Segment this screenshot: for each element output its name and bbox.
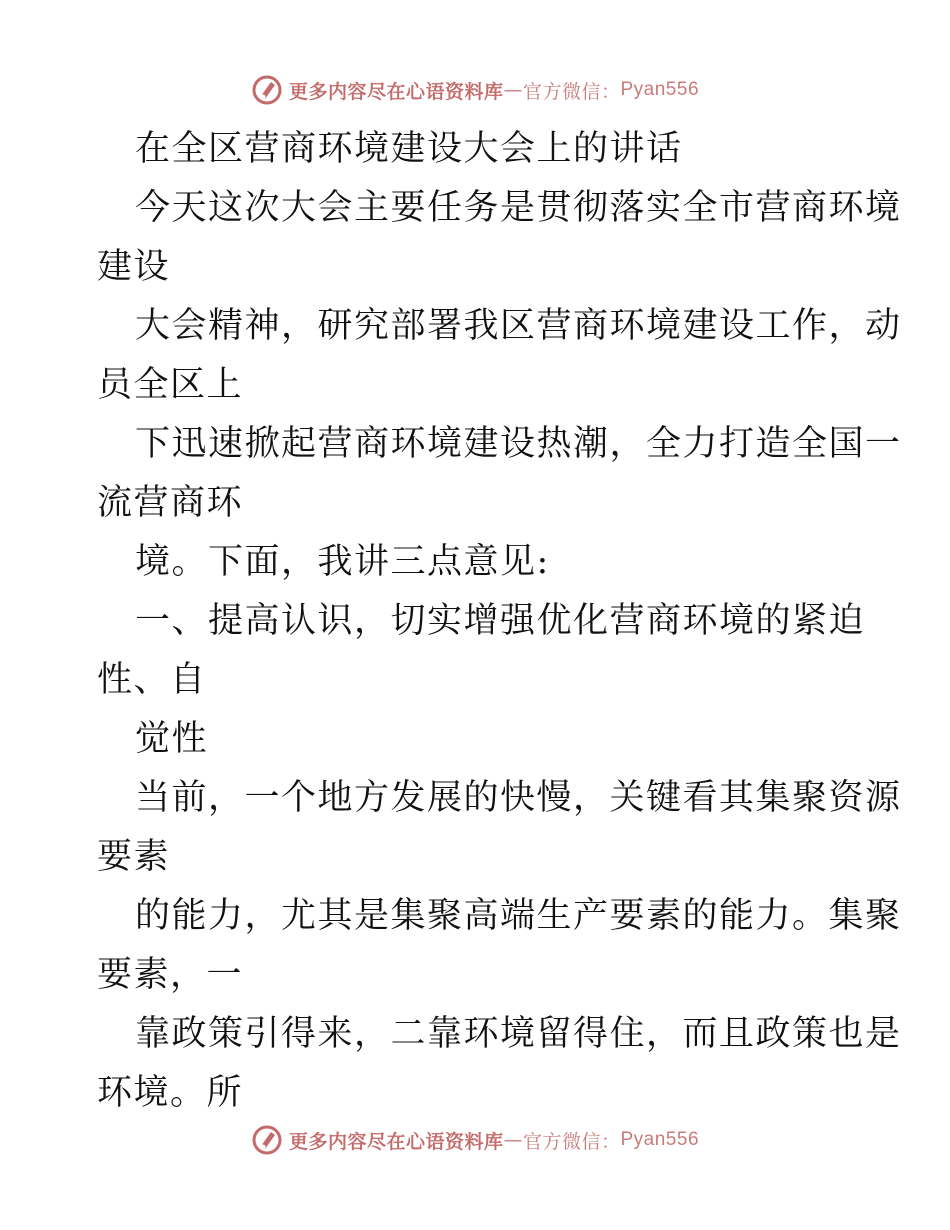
watermark-contact-label: 官方微信：	[522, 80, 621, 103]
section-heading-continuation: 性、自	[97, 660, 207, 700]
watermark-title: 更多内容尽在心语资料库	[288, 80, 504, 103]
watermark-dash: —	[503, 79, 523, 101]
watermark-dash: —	[503, 1129, 523, 1151]
paragraph-line: 今天这次大会主要任务是贯彻落实全市营商环境	[135, 188, 902, 228]
fountain-pen-logo-icon	[251, 74, 283, 106]
paragraph-line: 大会精神，研究部署我区营商环境建设工作，动	[135, 306, 902, 346]
paragraph-line: 员全区上	[97, 365, 244, 405]
document-body	[97, 120, 902, 1123]
paragraph-line: 下迅速掀起营商环境建设热潮，全力打造全国一	[135, 424, 902, 464]
paragraph-line: 靠政策引得来，二靠环境留得住，而且政策也是	[135, 1014, 902, 1054]
paragraph-line: 流营商环	[97, 483, 244, 523]
watermark-contact-id: Pyan556	[620, 1129, 700, 1150]
watermark-contact-id: Pyan556	[620, 79, 700, 100]
paragraph-line: 境。下面，我讲三点意见:	[135, 542, 550, 582]
fountain-pen-logo-icon	[251, 1124, 283, 1156]
paragraph-line: 要素	[97, 837, 171, 877]
paragraph-line: 建设	[97, 247, 171, 287]
paragraph-line: 当前，一个地方发展的快慢，关键看其集聚资源	[135, 778, 902, 818]
footer-watermark	[0, 1120, 950, 1160]
document-title: 在全区营商环境建设大会上的讲话	[135, 129, 683, 169]
header-watermark	[0, 70, 950, 110]
section-heading: 一、提高认识，切实增强优化营商环境的紧迫	[135, 601, 866, 641]
watermark-title: 更多内容尽在心语资料库	[288, 1130, 504, 1153]
paragraph-line: 要素，一	[97, 955, 244, 995]
watermark-contact-label: 官方微信：	[522, 1130, 621, 1153]
paragraph-line: 的能力，尤其是集聚高端生产要素的能力。集聚	[135, 896, 902, 936]
section-heading-continuation: 觉性	[135, 719, 209, 759]
paragraph-line: 环境。所	[97, 1073, 244, 1113]
